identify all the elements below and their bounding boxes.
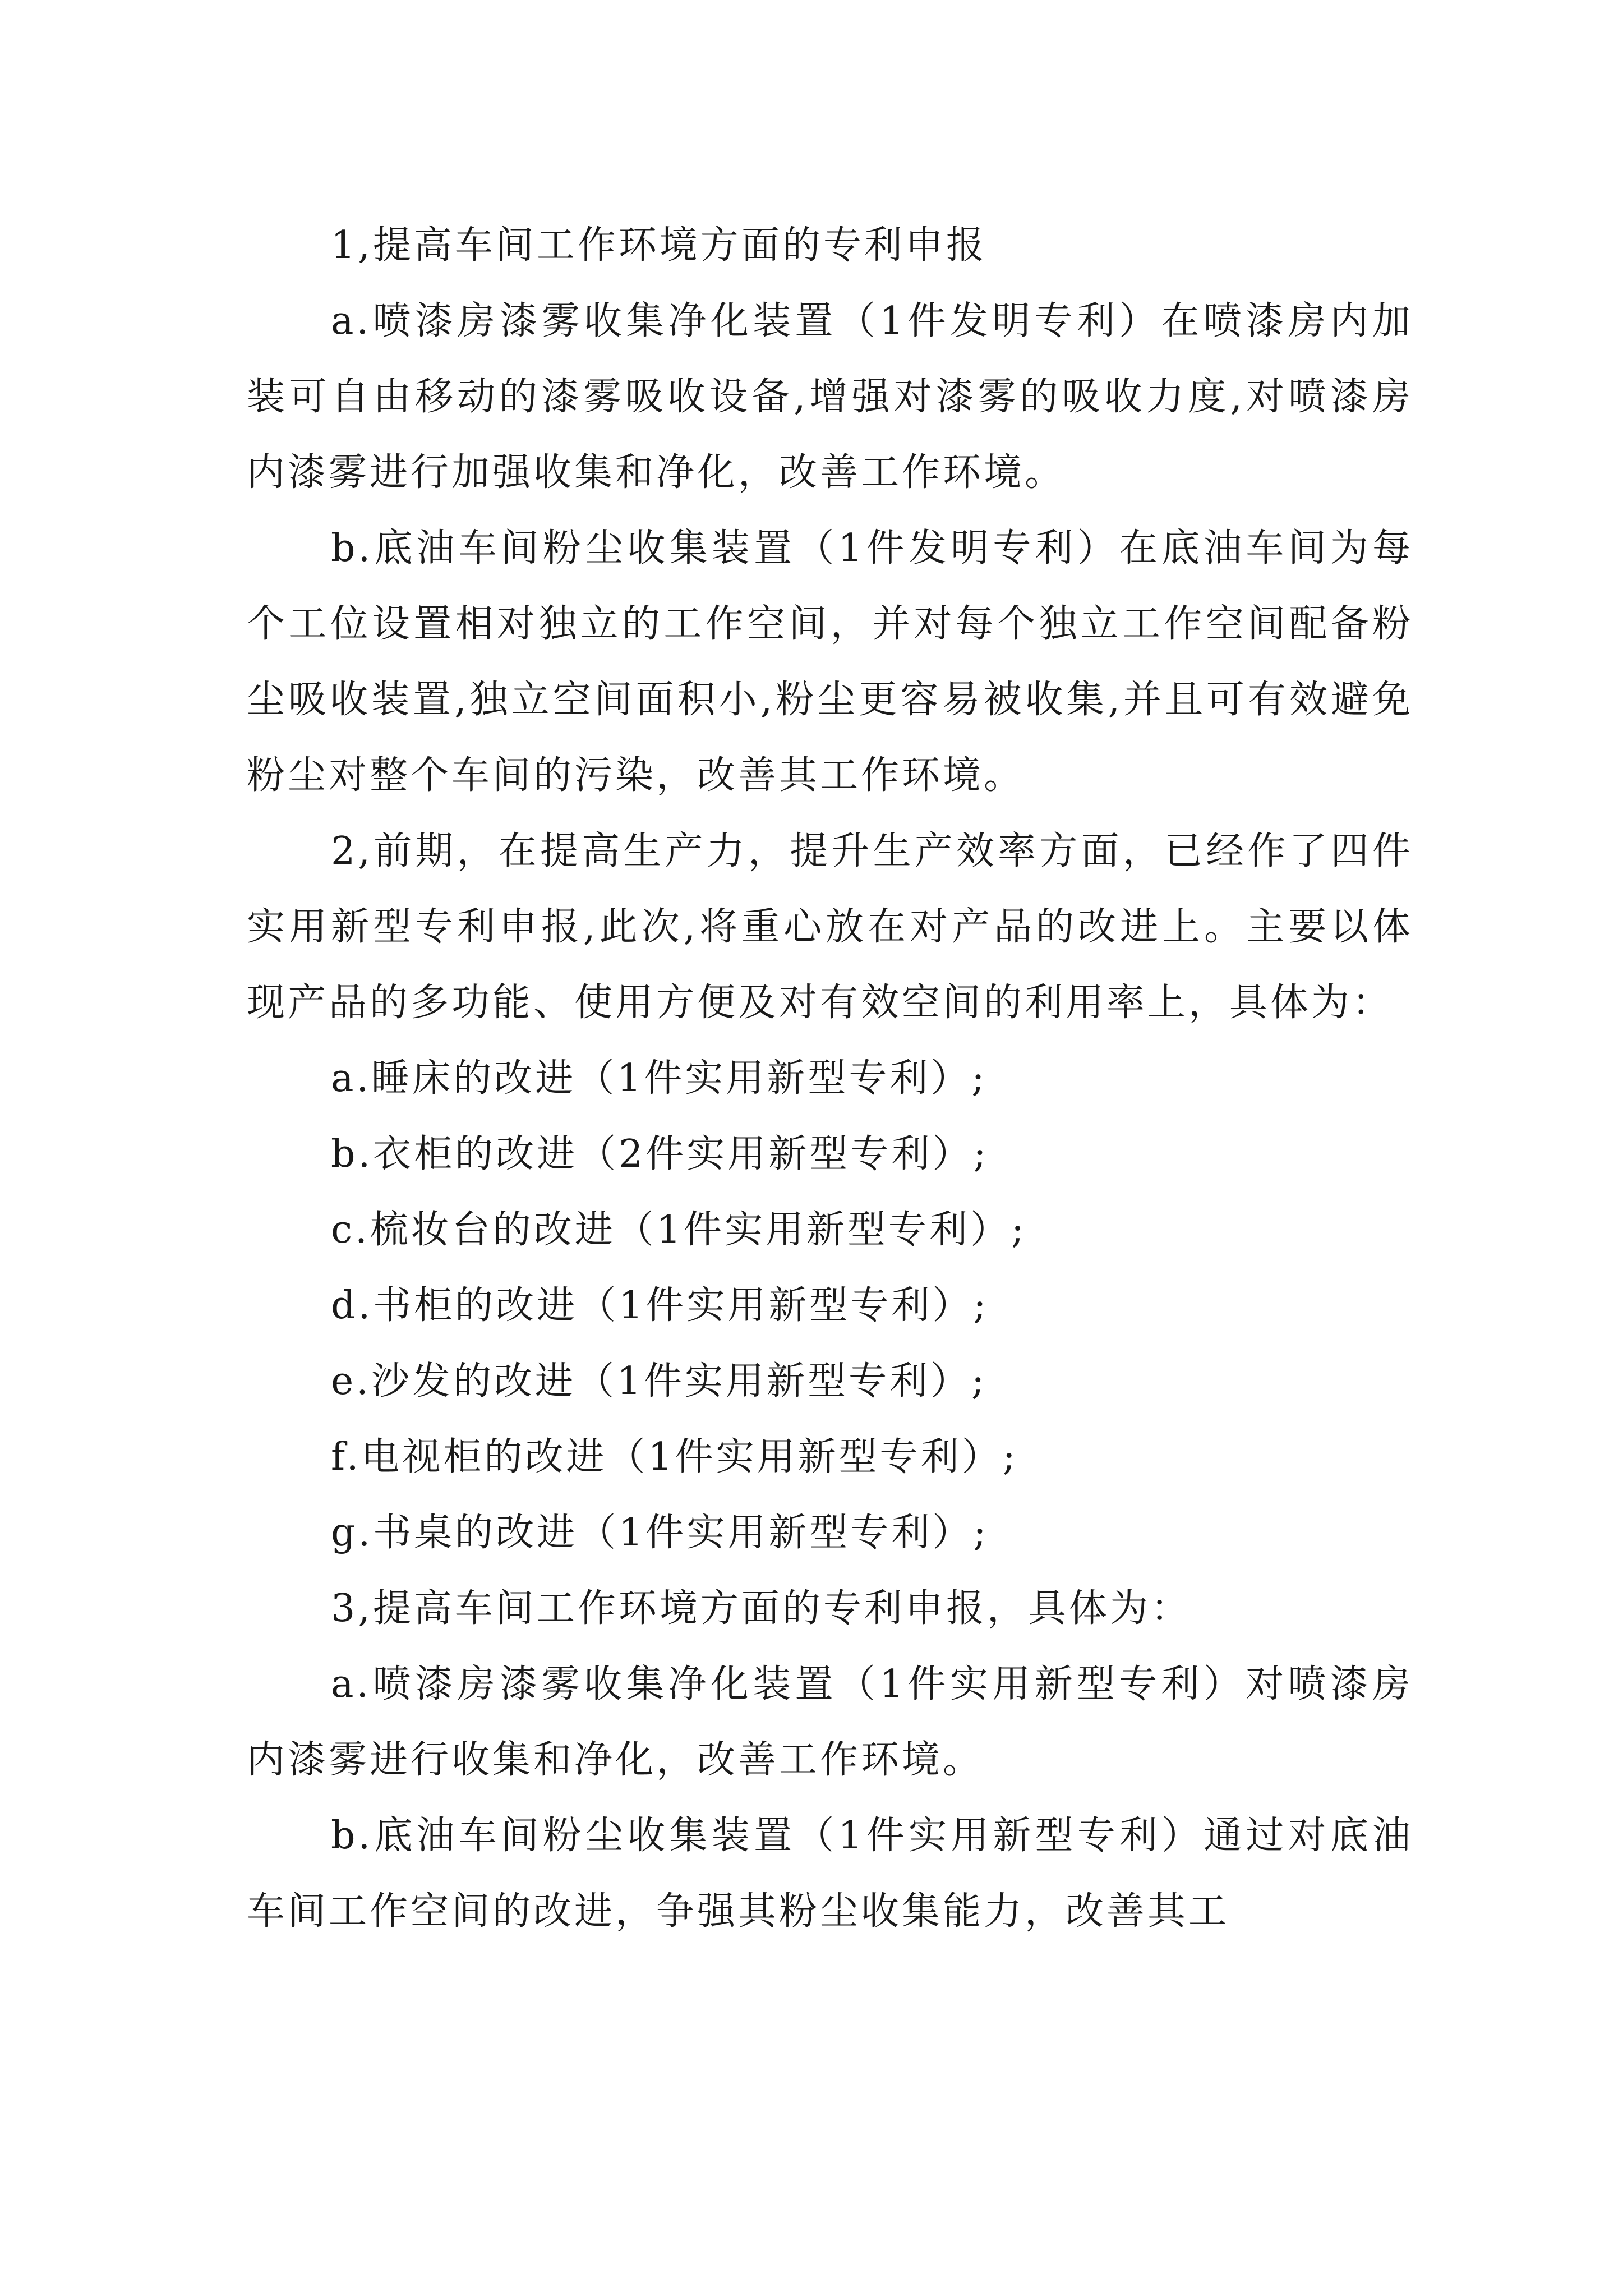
document-body bbox=[247, 208, 1413, 1949]
paragraph-3b-dust-collection-utility: b.底油车间粉尘收集装置（1件实用新型专利）通过对底油车间工作空间的改进，争强其粉尘收集能力，改善其工 bbox=[247, 1814, 1413, 1934]
paragraph-1b-dust-collection-invention: b.底油车间粉尘收集装置（1件发明专利）在底油车间为每个工位设置相对独立的工作空间，并对每个独立工作空间配备粉尘吸收装置,独立空间面积小,粉尘更容易被收集,并且可有效避免粉尘对整个车间的污染，改善其工作环境。 bbox=[247, 526, 1413, 798]
list-item-2a-bed: a.睡床的改进（1件实用新型专利）; bbox=[331, 1056, 988, 1101]
paragraph-3a-spray-booth-utility: a.喷漆房漆雾收集净化装置（1件实用新型专利）对喷漆房内漆雾进行收集和净化，改善工作环境。 bbox=[247, 1662, 1413, 1782]
list-item-2b-wardrobe: b.衣柜的改进（2件实用新型专利）; bbox=[331, 1132, 989, 1176]
paragraph-section-2-intro: 2,前期，在提高生产力，提升生产效率方面，已经作了四件实用新型专利申报,此次,将重心放在对产品的改进上。主要以体现产品的多功能、使用方便及对有效空间的利用率上，具体为： bbox=[247, 829, 1413, 1025]
list-item-2f-tv-cabinet: f.电视柜的改进（1件实用新型专利）; bbox=[331, 1435, 1018, 1479]
list-item-2c-dresser: c.梳妆台的改进（1件实用新型专利）; bbox=[331, 1208, 1027, 1252]
paragraph-1a-spray-booth-invention: a.喷漆房漆雾收集净化装置（1件发明专利）在喷漆房内加装可自由移动的漆雾吸收设备,增强对漆雾的吸收力度,对喷漆房内漆雾进行加强收集和净化，改善工作环境。 bbox=[247, 299, 1413, 495]
list-item-2e-sofa: e.沙发的改进（1件实用新型专利）; bbox=[331, 1359, 988, 1404]
paragraph-section-1-heading: 1,提高车间工作环境方面的专利申报 bbox=[331, 223, 987, 268]
list-item-2d-bookcase: d.书柜的改进（1件实用新型专利）; bbox=[331, 1283, 989, 1328]
paragraph-section-3-heading: 3,提高车间工作环境方面的专利申报，具体为： bbox=[331, 1586, 1192, 1631]
list-item-2g-desk: g.书桌的改进（1件实用新型专利）; bbox=[331, 1511, 989, 1555]
